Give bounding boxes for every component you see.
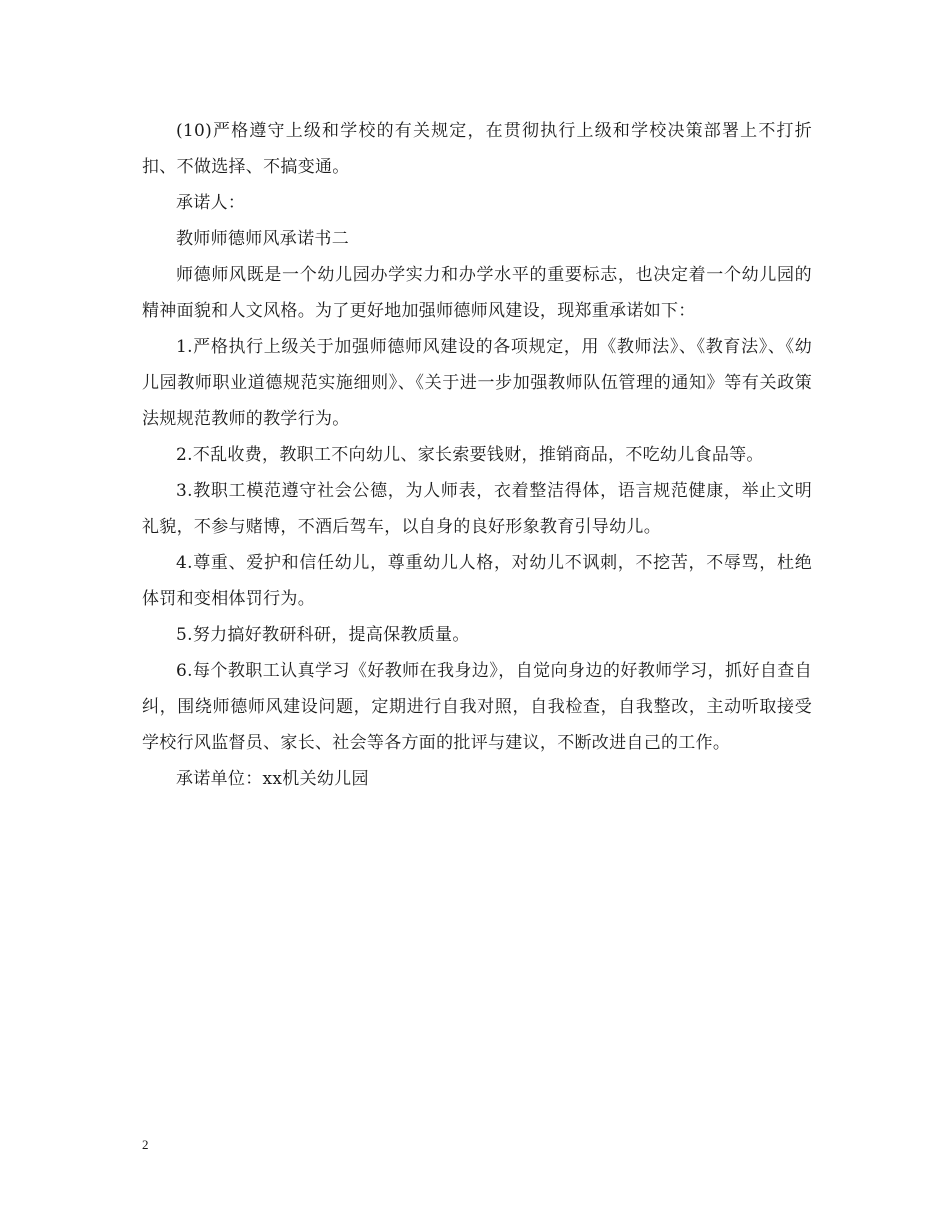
paragraph-signatory: 承诺人： bbox=[176, 193, 246, 213]
paragraph-item-1: 1.严格执行上级关于加强师德师风建设的各项规定，用《教师法》、《教育法》、《幼儿园教师职业道德规范实施细则》、《关于进一步加强教师队伍管理的通知》等有关政策法规规范教师的教学行为。 bbox=[142, 337, 812, 429]
paragraph-item-6: 6.每个教职工认真学习《好教师在我身边》，自觉向身边的好教师学习，抓好自查自纠，围绕师德师风建设问题，定期进行自我对照，自我检查，自我整改，主动听取接受学校行风监督员、家长、社会等各方面的批评与建议，不断改进自己的工作。 bbox=[142, 661, 812, 753]
paragraph-intro: 师德师风既是一个幼儿园办学实力和办学水平的重要标志，也决定着一个幼儿园的精神面貌和人文风格。为了更好地加强师德师风建设，现郑重承诺如下： bbox=[142, 265, 812, 321]
section-title: 教师师德师风承诺书二 bbox=[176, 229, 349, 249]
paragraph-rule-10: (10)严格遵守上级和学校的有关规定，在贯彻执行上级和学校决策部署上不打折扣、不做选择、不搞变通。 bbox=[142, 121, 812, 177]
paragraph-item-5: 5.努力搞好教研科研，提高保教质量。 bbox=[176, 625, 470, 645]
document-body bbox=[142, 113, 812, 797]
paragraph-signing-unit: 承诺单位：xx机关幼儿园 bbox=[176, 769, 369, 789]
paragraph-item-4: 4.尊重、爱护和信任幼儿，尊重幼儿人格，对幼儿不讽刺，不挖苦，不辱骂，杜绝体罚和变相体罚行为。 bbox=[142, 553, 812, 609]
paragraph-item-2: 2.不乱收费，教职工不向幼儿、家长索要钱财，推销商品，不吃幼儿食品等。 bbox=[176, 445, 764, 465]
paragraph-item-3: 3.教职工模范遵守社会公德，为人师表，衣着整洁得体，语言规范健康，举止文明礼貌，不参与赌博，不酒后驾车，以自身的良好形象教育引导幼儿。 bbox=[142, 481, 812, 537]
page-number: 2 bbox=[142, 1137, 149, 1152]
